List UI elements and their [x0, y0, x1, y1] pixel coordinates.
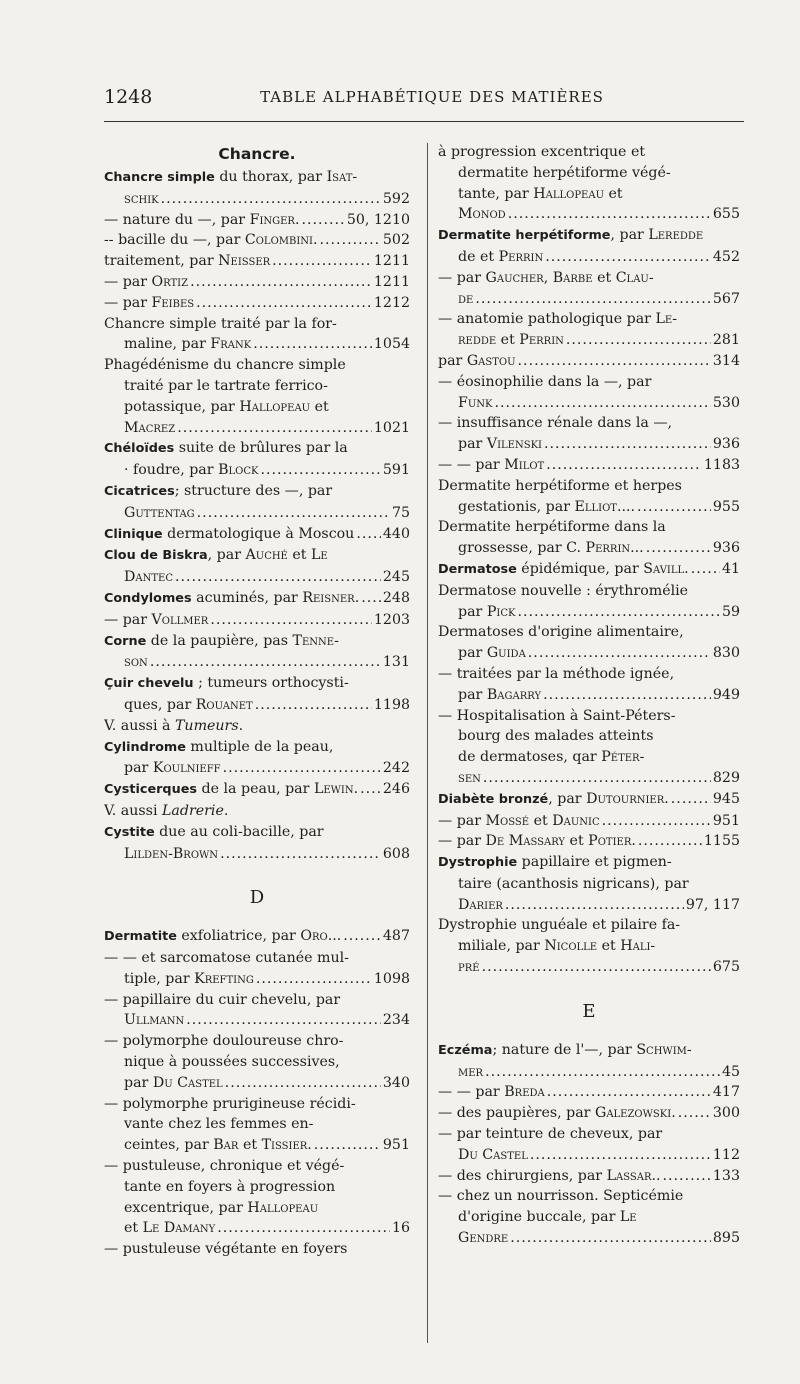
- entry-line: Dermatite herpétiforme, par Leredde: [438, 227, 704, 244]
- entry-line: Dystrophie papillaire et pigmen-: [438, 854, 672, 871]
- entry-line: Ullmann ..... 234: [104, 1010, 410, 1031]
- leader-dots: [150, 652, 381, 673]
- entry-line: de dermatoses, qar Péter-: [458, 749, 645, 766]
- leader-dots: [196, 293, 372, 314]
- leader-dots: [175, 567, 381, 588]
- page-ref: 281: [712, 332, 740, 349]
- entry-line: excentrique, par Hallopeau: [124, 1199, 319, 1216]
- entry-line: Dermatite exfoliatrice, par Oro... ..... 487: [104, 926, 410, 948]
- leader-dots: [543, 685, 711, 706]
- index-entry: [104, 948, 410, 990]
- entry-line: Gendre ..... 895: [438, 1228, 740, 1249]
- entry-line: — par Feibes ..... 1212: [104, 293, 410, 314]
- index-entry: [438, 1186, 740, 1248]
- page-ref: 1098: [373, 970, 410, 987]
- leader-dots: [260, 460, 380, 481]
- page-ref: 300: [712, 1105, 740, 1122]
- page-ref: 97, 117: [685, 896, 740, 913]
- index-entry: [438, 309, 740, 351]
- page-ref: 830: [712, 645, 740, 662]
- entry-line: — nature du —, par Finger. ..... 50, 1210: [104, 210, 410, 231]
- entry-line: Du Castel ..... 112: [438, 1145, 740, 1166]
- index-entry: [438, 413, 740, 455]
- entry-line: — — par Milot ..... 1183: [438, 455, 740, 476]
- leader-dots: [508, 204, 711, 225]
- entry-line: par Guida ..... 830: [438, 643, 740, 664]
- page-ref: 591: [382, 462, 410, 479]
- page-ref: 895: [712, 1230, 740, 1247]
- index-entry: [104, 716, 410, 737]
- entry-line: tante, par Hallopeau et: [458, 185, 623, 202]
- index-entry: [104, 801, 410, 822]
- right-column: [438, 142, 740, 1249]
- entry-line: miliale, par Nicolle et Hali-: [458, 938, 656, 955]
- leader-dots: [671, 789, 711, 810]
- entry-line: par Koulnieff ..... 242: [104, 758, 410, 779]
- leader-dots: [566, 330, 711, 351]
- page-ref: 246: [382, 781, 410, 798]
- page-ref: 592: [382, 190, 410, 207]
- index-entry: [104, 167, 410, 210]
- page-ref: 440: [382, 525, 410, 542]
- entry-line: traitement, par Neisser ..... 1211: [104, 251, 410, 272]
- leader-dots: [320, 230, 381, 251]
- entry-line: par Bagarry ..... 949: [438, 685, 740, 706]
- index-entry: [438, 811, 740, 832]
- index-entry: [104, 1239, 410, 1260]
- leader-dots: [217, 1218, 390, 1239]
- leader-dots: [517, 602, 719, 623]
- leader-dots: [602, 811, 711, 832]
- left-entries: [104, 167, 410, 864]
- leader-dots: [646, 538, 711, 559]
- entry-line: — par De Massary et Potier. ..... 1155: [438, 831, 740, 852]
- entry-line: potassique, par Hallopeau et: [124, 398, 329, 415]
- page-ref: 1021: [373, 419, 410, 436]
- entry-line: par Vilenski ..... 936: [438, 434, 740, 455]
- index-entry: [438, 852, 740, 915]
- page-ref: 41: [721, 560, 740, 577]
- entry-line: maline, par Frank ..... 1054: [104, 334, 410, 355]
- leader-dots: [361, 588, 381, 609]
- leader-dots: [546, 455, 702, 476]
- index-entry: [438, 372, 740, 414]
- leader-dots: [256, 969, 372, 990]
- page-ref: 675: [712, 959, 740, 976]
- leader-dots: [220, 844, 381, 865]
- index-entry: [104, 1031, 410, 1093]
- entry-line: Corne de la paupière, pas Tenne-: [104, 632, 339, 649]
- page-ref: 949: [712, 686, 740, 703]
- index-entry: [438, 1166, 740, 1187]
- entry-line: schik ..... 592: [104, 189, 410, 210]
- entry-line: — — et sarcomatose cutanée mul-: [104, 950, 349, 967]
- leader-dots: [545, 247, 711, 268]
- leader-dots: [483, 768, 711, 789]
- index-entry: [438, 351, 740, 372]
- entry-line: — polymorphe douloureuse chro-: [104, 1033, 344, 1050]
- page-ref: 1203: [373, 611, 410, 628]
- section-heading-chancre: Chancre.: [218, 145, 296, 163]
- page-ref: 314: [712, 352, 740, 369]
- page-ref: 1155: [703, 833, 740, 850]
- page-ref: 452: [712, 248, 740, 265]
- entry-line: Monod ..... 655: [438, 204, 740, 225]
- entry-line: Dantec ..... 245: [104, 567, 410, 588]
- index-entry: [438, 622, 740, 664]
- leader-dots: [223, 758, 381, 779]
- index-entry: [104, 588, 410, 610]
- page-ref: 487: [382, 928, 410, 945]
- entry-line: grossesse, par C. Perrin... ..... 936: [438, 538, 740, 559]
- entry-line: Darier ..... 97, 117: [438, 895, 740, 916]
- entry-line: Dermatite herpétiforme et herpes: [438, 477, 682, 494]
- page-ref: 945: [712, 790, 740, 807]
- entry-line: redde et Perrin ..... 281: [438, 330, 740, 351]
- index-entry: [438, 476, 740, 518]
- entry-line: nique à poussées successives,: [124, 1054, 340, 1071]
- entry-line: Funk ..... 530: [438, 393, 740, 414]
- index-entry: [438, 142, 740, 225]
- page-ref: 829: [712, 769, 740, 786]
- index-entry: [104, 210, 410, 231]
- entry-line: — par Gaucher, Barbe et Clau-: [438, 269, 654, 286]
- index-entry: [438, 706, 740, 789]
- page-ref: 242: [382, 760, 410, 777]
- leader-dots: [255, 695, 372, 716]
- right-entries-e: [438, 1040, 740, 1249]
- entry-line: — Hospitalisation à Saint-Péters-: [438, 707, 676, 724]
- entry-line: — éosinophilie dans la —, par: [438, 373, 652, 390]
- leader-dots: [272, 251, 372, 272]
- index-entry: [104, 779, 410, 801]
- entry-line: par Gastou ..... 314: [438, 351, 740, 372]
- page-ref: 567: [712, 290, 740, 307]
- leader-dots: [225, 1073, 381, 1094]
- index-entry: [438, 664, 740, 706]
- entry-line: · foudre, par Block ..... 591: [104, 460, 410, 481]
- entry-line: sen ..... 829: [438, 768, 740, 789]
- index-entry: [438, 831, 740, 852]
- leader-dots: [547, 1082, 711, 1103]
- leader-dots: [544, 434, 711, 455]
- entry-line: — par Vollmer ..... 1203: [104, 610, 410, 631]
- entry-line: Dermatite herpétiforme dans la: [438, 519, 666, 536]
- entry-line: Lilden-Brown ..... 608: [104, 844, 410, 865]
- index-entry: [438, 1124, 740, 1166]
- page-ref: 50, 1210: [346, 211, 410, 228]
- leader-dots: [197, 503, 390, 524]
- page-ref: 1211: [373, 273, 410, 290]
- entry-line: vante chez les femmes en-: [124, 1116, 314, 1133]
- index-entry: [104, 481, 410, 524]
- entry-line: Cysticerques de la peau, par Lewin. ..... 246: [104, 779, 410, 801]
- index-entry: [438, 915, 740, 977]
- index-entry: [438, 455, 740, 476]
- leader-dots: [190, 272, 372, 293]
- index-entry: [104, 1094, 410, 1156]
- leader-dots: [637, 497, 711, 518]
- entry-line: Phagédénisme du chancre simple: [104, 357, 346, 374]
- entry-line: Macrez ..... 1021: [104, 418, 410, 439]
- page-ref: 59: [721, 603, 740, 620]
- leader-dots: [505, 895, 684, 916]
- page-ref: 1054: [373, 336, 410, 353]
- entry-line: Chancre simple du thorax, par Isat-: [104, 169, 358, 185]
- page-ref: 936: [712, 436, 740, 453]
- page-ref: 234: [382, 1012, 410, 1029]
- index-entry: [104, 737, 410, 780]
- entry-line: Dermatose épidémique, par Savill. ..... 41: [438, 559, 740, 581]
- page-header: [104, 86, 720, 110]
- leader-dots: [518, 351, 711, 372]
- index-entry: [438, 559, 740, 581]
- page-ref: 45: [721, 1063, 740, 1080]
- page-ref: 417: [712, 1084, 740, 1101]
- entry-line: et Le Damany ..... 16: [104, 1218, 410, 1239]
- leader-dots: [638, 831, 702, 852]
- index-entry: [104, 355, 410, 438]
- entry-line: Dystrophie unguéale et pilaire fa-: [438, 917, 681, 934]
- index-entry: [438, 1040, 740, 1083]
- page-ref: 530: [712, 394, 740, 411]
- leader-dots: [663, 1166, 711, 1187]
- leader-dots: [495, 393, 711, 414]
- leader-dots: [301, 210, 344, 231]
- index-entry: [104, 610, 410, 631]
- leader-dots: [530, 1145, 711, 1166]
- right-entries: [438, 142, 740, 978]
- index-entry: [438, 517, 740, 559]
- entry-line: — pustuleuse, chronique et végé-: [104, 1158, 345, 1175]
- page-ref: 955: [712, 498, 740, 515]
- entry-line: bourg des malades atteints: [458, 728, 654, 745]
- entry-line: Cylindrome multiple de la peau,: [104, 738, 334, 755]
- entry-line: Guttentag ..... 75: [104, 503, 410, 524]
- letter-heading-e: E: [582, 1000, 596, 1022]
- page-ref: 133: [712, 1167, 740, 1184]
- entry-line: — des chirurgiens, par Lassar.. ..... 133: [438, 1166, 740, 1187]
- index-entry: [104, 293, 410, 314]
- leader-dots: [161, 189, 381, 210]
- entry-line: ques, par Rouanet ..... 1198: [104, 695, 410, 716]
- leader-dots: [356, 524, 381, 545]
- leader-dots: [253, 334, 372, 355]
- leader-dots: [482, 957, 711, 978]
- index-entry: [438, 581, 740, 623]
- entry-line: dermatite herpétiforme végé-: [458, 164, 671, 181]
- entry-line: — — par Breda ..... 417: [438, 1082, 740, 1103]
- entry-line: — chez un nourrisson. Septicémie: [438, 1188, 684, 1205]
- index-entry: [438, 268, 740, 310]
- entry-line: — insuffisance rénale dans la —,: [438, 415, 673, 432]
- index-entry: [438, 225, 740, 268]
- page-ref: 16: [391, 1220, 410, 1237]
- index-entry: [438, 1103, 740, 1124]
- entry-line: à progression excentrique et: [438, 144, 646, 160]
- entry-line: Cicatrices; structure des —, par: [104, 482, 333, 499]
- entry-line: de et Perrin ..... 452: [438, 247, 740, 268]
- entry-line: Chancre simple traité par la for-: [104, 315, 337, 332]
- entry-line: Dermatose nouvelle : érythromélie: [438, 582, 689, 599]
- entry-line: — anatomie pathologique par Le-: [438, 311, 677, 328]
- header-rule: [104, 121, 744, 122]
- index-entry: [438, 1082, 740, 1103]
- entry-line: son ..... 131: [104, 652, 410, 673]
- entry-line: taire (acanthosis nigricans), par: [458, 875, 689, 892]
- entry-line: gestationis, par Elliot.... ..... 955: [438, 497, 740, 518]
- entry-line: — papillaire du cuir chevelu, par: [104, 991, 341, 1008]
- left-entries-d: [104, 926, 410, 1260]
- page-ref: 655: [712, 206, 740, 223]
- leader-dots: [475, 289, 711, 310]
- leader-dots: [177, 418, 372, 439]
- entry-line: Cystite due au coli-bacille, par: [104, 823, 324, 840]
- entry-line: -- bacille du —, par Colombini. ..... 502: [104, 230, 410, 251]
- index-entry: [104, 272, 410, 293]
- column-divider: [427, 143, 428, 1343]
- page-ref: 245: [382, 569, 410, 586]
- entry-line: Eczéma; nature de l'—, par Schwim-: [438, 1041, 692, 1058]
- index-entry: [104, 438, 410, 481]
- entry-line: — des paupières, par Galezowski. ..... 300: [438, 1103, 740, 1124]
- entry-line: — pustuleuse végétante en foyers: [104, 1241, 348, 1258]
- entry-line: par Du Castel ..... 340: [104, 1073, 410, 1094]
- leader-dots: [186, 1010, 381, 1031]
- entry-line: par Pick ..... 59: [438, 602, 740, 623]
- leader-dots: [528, 643, 711, 664]
- entry-line: — par Mossé et Daunic ..... 951: [438, 811, 740, 832]
- leader-dots: [678, 1103, 711, 1124]
- page-ref: 1211: [373, 253, 410, 270]
- leader-dots: [691, 559, 720, 580]
- index-entry: [104, 230, 410, 251]
- page-ref: 951: [712, 812, 740, 829]
- leader-dots: [210, 610, 372, 631]
- left-column: [104, 142, 410, 1260]
- entry-line: Diabète bronzé, par Dutournier. ..... 945: [438, 789, 740, 811]
- entry-line: — par Ortiz ..... 1211: [104, 272, 410, 293]
- index-entry: [104, 673, 410, 716]
- index-entry: [438, 789, 740, 811]
- index-entry: [104, 926, 410, 948]
- index-entry: [104, 990, 410, 1032]
- entry-line: Dermatoses d'origine alimentaire,: [438, 624, 684, 641]
- index-entry: [104, 524, 410, 546]
- page-ref: 1198: [373, 696, 410, 713]
- page-ref: 1183: [703, 456, 740, 473]
- entry-line: V. aussi Ladrerie.: [104, 802, 229, 819]
- entry-line: tante en foyers à progression: [124, 1178, 336, 1195]
- entry-line: pré ..... 675: [438, 957, 740, 978]
- page-ref: 936: [712, 540, 740, 557]
- entry-line: de ..... 567: [438, 289, 740, 310]
- page-ref: 608: [382, 845, 410, 862]
- index-entry: [104, 314, 410, 356]
- entry-line: V. aussi à Tumeurs.: [104, 717, 244, 734]
- index-entry: [104, 251, 410, 272]
- page-ref: 951: [382, 1137, 410, 1154]
- index-entry: [104, 1156, 410, 1239]
- letter-heading-d: D: [249, 887, 265, 909]
- leader-dots: [343, 926, 381, 947]
- entry-line: d'origine buccale, par Le: [458, 1209, 637, 1226]
- entry-line: — polymorphe prurigineuse récidi-: [104, 1095, 356, 1112]
- page-ref: 131: [382, 654, 410, 671]
- leader-dots: [485, 1062, 720, 1083]
- index-entry: [104, 631, 410, 674]
- entry-line: Clou de Biskra, par Auché et Le: [104, 547, 328, 564]
- entry-line: Condylomes acuminés, par Reisner. ..... 248: [104, 588, 410, 610]
- entry-line: Chéloïdes suite de brûlures par la: [104, 440, 348, 457]
- entry-line: — traitées par la méthode ignée,: [438, 665, 675, 682]
- running-title: TABLE ALPHABÉTIQUE DES MATIÈRES: [260, 88, 604, 106]
- entry-line: ceintes, par Bar et Tissier. ..... 951: [104, 1135, 410, 1156]
- page-ref: 75: [391, 504, 410, 521]
- entry-line: mer ..... 45: [438, 1062, 740, 1083]
- page-ref: 1212: [373, 294, 410, 311]
- entry-line: Çuir chevelu ; tumeurs orthocysti-: [104, 675, 349, 692]
- leader-dots: [360, 779, 381, 800]
- entry-line: — par teinture de cheveux, par: [438, 1126, 663, 1143]
- page-ref: 502: [382, 232, 410, 249]
- page-ref: 340: [382, 1074, 410, 1091]
- entry-line: traité par le tartrate ferrico-: [124, 377, 328, 394]
- leader-dots: [314, 1135, 381, 1156]
- index-entry: [104, 545, 410, 588]
- page-ref: 248: [382, 589, 410, 606]
- entry-line: Clinique dermatologique à Moscou ..... 440: [104, 524, 410, 546]
- page-number: 1248: [104, 86, 153, 108]
- page-ref: 112: [712, 1146, 740, 1163]
- entry-line: tiple, par Krefting ..... 1098: [104, 969, 410, 990]
- index-entry: [104, 822, 410, 865]
- leader-dots: [510, 1228, 711, 1249]
